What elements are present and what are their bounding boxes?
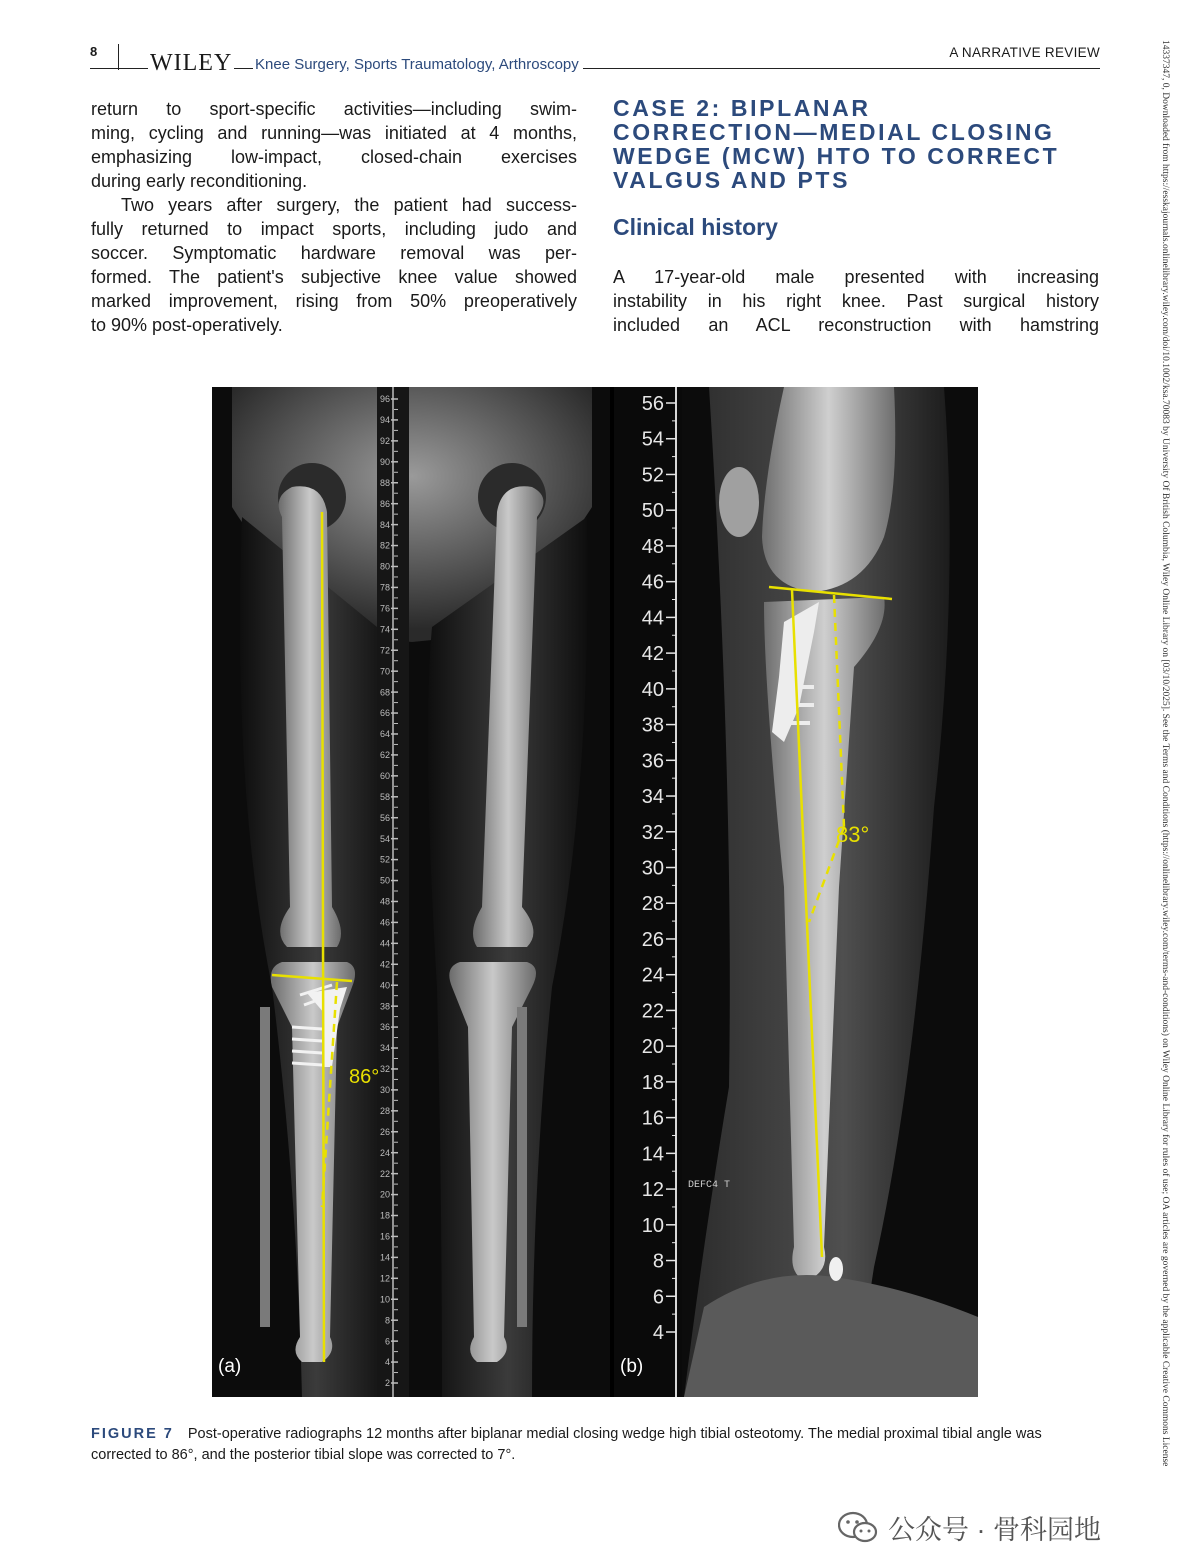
ruler-tick-label: 12 [379,1273,390,1284]
ruler-tick-label: 16 [641,1107,664,1130]
ruler-tick-label: 22 [379,1168,390,1179]
ruler-tick-label: 54 [641,428,664,451]
margin-download-notice [1158,40,1170,1540]
left-column [91,97,577,337]
text-line: during early reconditioning. [91,171,308,191]
ruler-tick-label: 46 [641,571,664,594]
watermark-text: 公众号 · 骨科园地 [888,1515,1101,1545]
ruler-tick-label: 8 [384,1315,390,1326]
wechat-icon [838,1511,878,1545]
ruler-tick-label: 4 [652,1322,664,1344]
ruler-tick-label: 56 [641,393,664,415]
ruler-tick-label: 30 [641,857,664,880]
ruler-tick-label: 34 [641,786,664,809]
ruler-tick-label: 88 [379,477,390,488]
paragraph-2 [91,193,577,337]
panel-b-label: (b) [620,1356,644,1377]
ruler-tick-label: 44 [379,938,390,949]
ruler-tick-label: 34 [379,1043,390,1054]
wechat-watermark [838,1508,1101,1547]
ruler-tick-label: 80 [379,561,390,572]
patella [719,467,759,537]
ruler-tick-label: 70 [379,666,390,677]
ruler-tick-label: 84 [379,519,390,530]
text-line: formed. The patient's subjective knee value showed [91,267,577,287]
ruler-tick-label: 40 [379,980,390,991]
ruler-tick-label: 62 [379,750,390,761]
ruler-tick-label: 64 [379,729,390,740]
paragraph-1 [91,97,577,193]
ruler-tick-label: 12 [641,1179,664,1202]
ruler-tick-label: 8 [652,1250,664,1273]
ruler-tick-label: 42 [379,959,390,970]
ruler-tick-label: 68 [379,687,390,698]
ruler-tick-label: 4 [384,1357,390,1368]
text-line: to 90% post-operatively. [91,315,283,335]
ruler-tick-label: 96 [379,394,390,405]
ruler-tick-label: 42 [641,643,664,666]
text-line: marked improvement, rising from 50% preoperatively [91,291,577,311]
publisher-logo: WILEY [150,50,233,76]
header-divider [118,44,119,70]
case-heading [613,96,1103,192]
heading-line: CASE 2: BIPLANAR [613,95,871,121]
subheading: Clinical history [613,214,778,240]
section-label: A NARRATIVE REVIEW [949,45,1100,60]
figure-radiographs [212,387,978,1397]
ruler-tick-label: 48 [641,535,664,558]
ruler-tick-label: 44 [641,607,664,630]
panel-b-radiograph [614,387,978,1397]
ruler-tick-label: 36 [641,750,664,773]
page-number: 8 [90,44,98,59]
ruler-tick-label: 48 [379,896,390,907]
ruler-tick-label: 50 [379,875,390,886]
figure-label: FIGURE 7 [91,1426,174,1442]
ruler-tick-label: 16 [379,1231,390,1242]
left-fibula [517,1007,527,1327]
mpta-angle-label: 86° [349,1066,380,1088]
ruler-tick-label: 90 [379,456,390,467]
ruler-tick-label: 14 [641,1143,664,1166]
ruler-tick-label: 60 [379,771,390,782]
ruler-tick-label: 32 [641,821,664,844]
ruler-tick-label: 46 [379,917,390,928]
ruler-tick-label: 24 [379,1147,390,1158]
ruler-tick-label: 6 [652,1286,664,1309]
ruler-tick-label: 56 [379,812,390,823]
ruler-tick-label: 6 [384,1336,390,1347]
ruler-tick-label: 94 [379,415,390,426]
margin-text: 14337347, 0, Downloaded from https://esskajournals.onlinelibrary.wiley.com/doi/10.1002/ksa.70083 by University Of British Columbia, Wiley Online Library on [03/10/2025]. See the Terms and Conditions (https://onlinelibrary.wiley.com/terms-and-conditions) on Wiley Online Library for rules of use; OA articles are governed by the applicable Creative Commons License [1160,40,1170,1467]
text-line: instability in his right knee. Past surgical history [613,291,1099,311]
ruler-tick-label: 20 [379,1189,390,1200]
ruler-tick-label: 14 [379,1252,390,1263]
heading-line: VALGUS AND PTS [613,167,851,193]
text-line: Two years after surgery, the patient had success- [121,195,577,215]
panel-a-radiograph [212,387,610,1397]
ruler-tick-label: 54 [379,833,390,844]
ruler-tick-label: 52 [379,854,390,865]
ruler-tick-label: 32 [379,1064,390,1075]
ruler-tick-label: 50 [641,500,664,523]
ruler-tick-label: 28 [641,893,664,916]
text-line: fully returned to impact sports, including judo and [91,219,577,239]
ruler-tick-label: 18 [641,1071,664,1094]
distal-screw-head [829,1257,843,1281]
panel-a-label: (a) [218,1356,242,1377]
right-fibula [260,1007,270,1327]
journal-name: Knee Surgery, Sports Traumatology, Arthroscopy [253,56,583,73]
ruler-tick-label: 66 [379,708,390,719]
pts-angle-label: 83° [836,822,870,847]
text-line: ming, cycling and running—was initiated at 4 months, [91,123,577,143]
ruler-tick-label: 52 [641,464,664,487]
ruler-tick-label: 22 [641,1000,664,1023]
ruler-tick-label: 18 [379,1210,390,1221]
ruler-tick-label: 76 [379,603,390,614]
ruler-tick-label: 26 [641,928,664,951]
heading-line: CORRECTION—MEDIAL CLOSING [613,119,1055,145]
caption-text: Post-operative radiographs 12 months after biplanar medial closing wedge high tibial osteotomy. The medial proximal tibial angle was corrected to 86°, and the posterior tibial slope was corrected to 7°. [91,1426,1042,1463]
ruler-tick-label: 86 [379,498,390,509]
ruler-tick-label: 24 [641,964,664,987]
header-rule [90,68,1100,69]
ruler-tick-label: 36 [379,1022,390,1033]
text-line: soccer. Symptomatic hardware removal was per- [91,243,577,263]
ruler-tick-label: 10 [641,1214,664,1237]
ruler-tick-label: 72 [379,645,390,656]
ruler-tick-label: 30 [379,1085,390,1096]
text-line: emphasizing low-impact, closed-chain exercises [91,147,577,167]
ruler-tick-label: 38 [379,1001,390,1012]
figure-caption [91,1424,1101,1466]
heading-line: WEDGE (MCW) HTO TO CORRECT [613,143,1060,169]
ruler-tick-label: 26 [379,1126,390,1137]
text-line: return to sport-specific activities—including swim- [91,99,577,119]
text-line: included an ACL reconstruction with hamstring [613,315,1099,335]
ruler-tick-label: 74 [379,624,390,635]
ruler-tick-label: 82 [379,540,390,551]
ruler-tick-label: 2 [384,1378,390,1389]
ruler-tick-label: 38 [641,714,664,737]
right-column [613,265,1099,337]
ruler-tick-label: 28 [379,1105,390,1116]
film-marker-text: DEFC4 T [688,1180,731,1191]
ruler-tick-label: 10 [379,1294,390,1305]
ruler-tick-label: 40 [641,678,664,701]
ruler-tick-label: 20 [641,1036,664,1059]
text-line: A 17-year-old male presented with increasing [613,267,1099,287]
ruler-tick-label: 78 [379,582,390,593]
ruler-tick-label: 58 [379,791,390,802]
ruler-tick-label: 92 [379,436,390,447]
